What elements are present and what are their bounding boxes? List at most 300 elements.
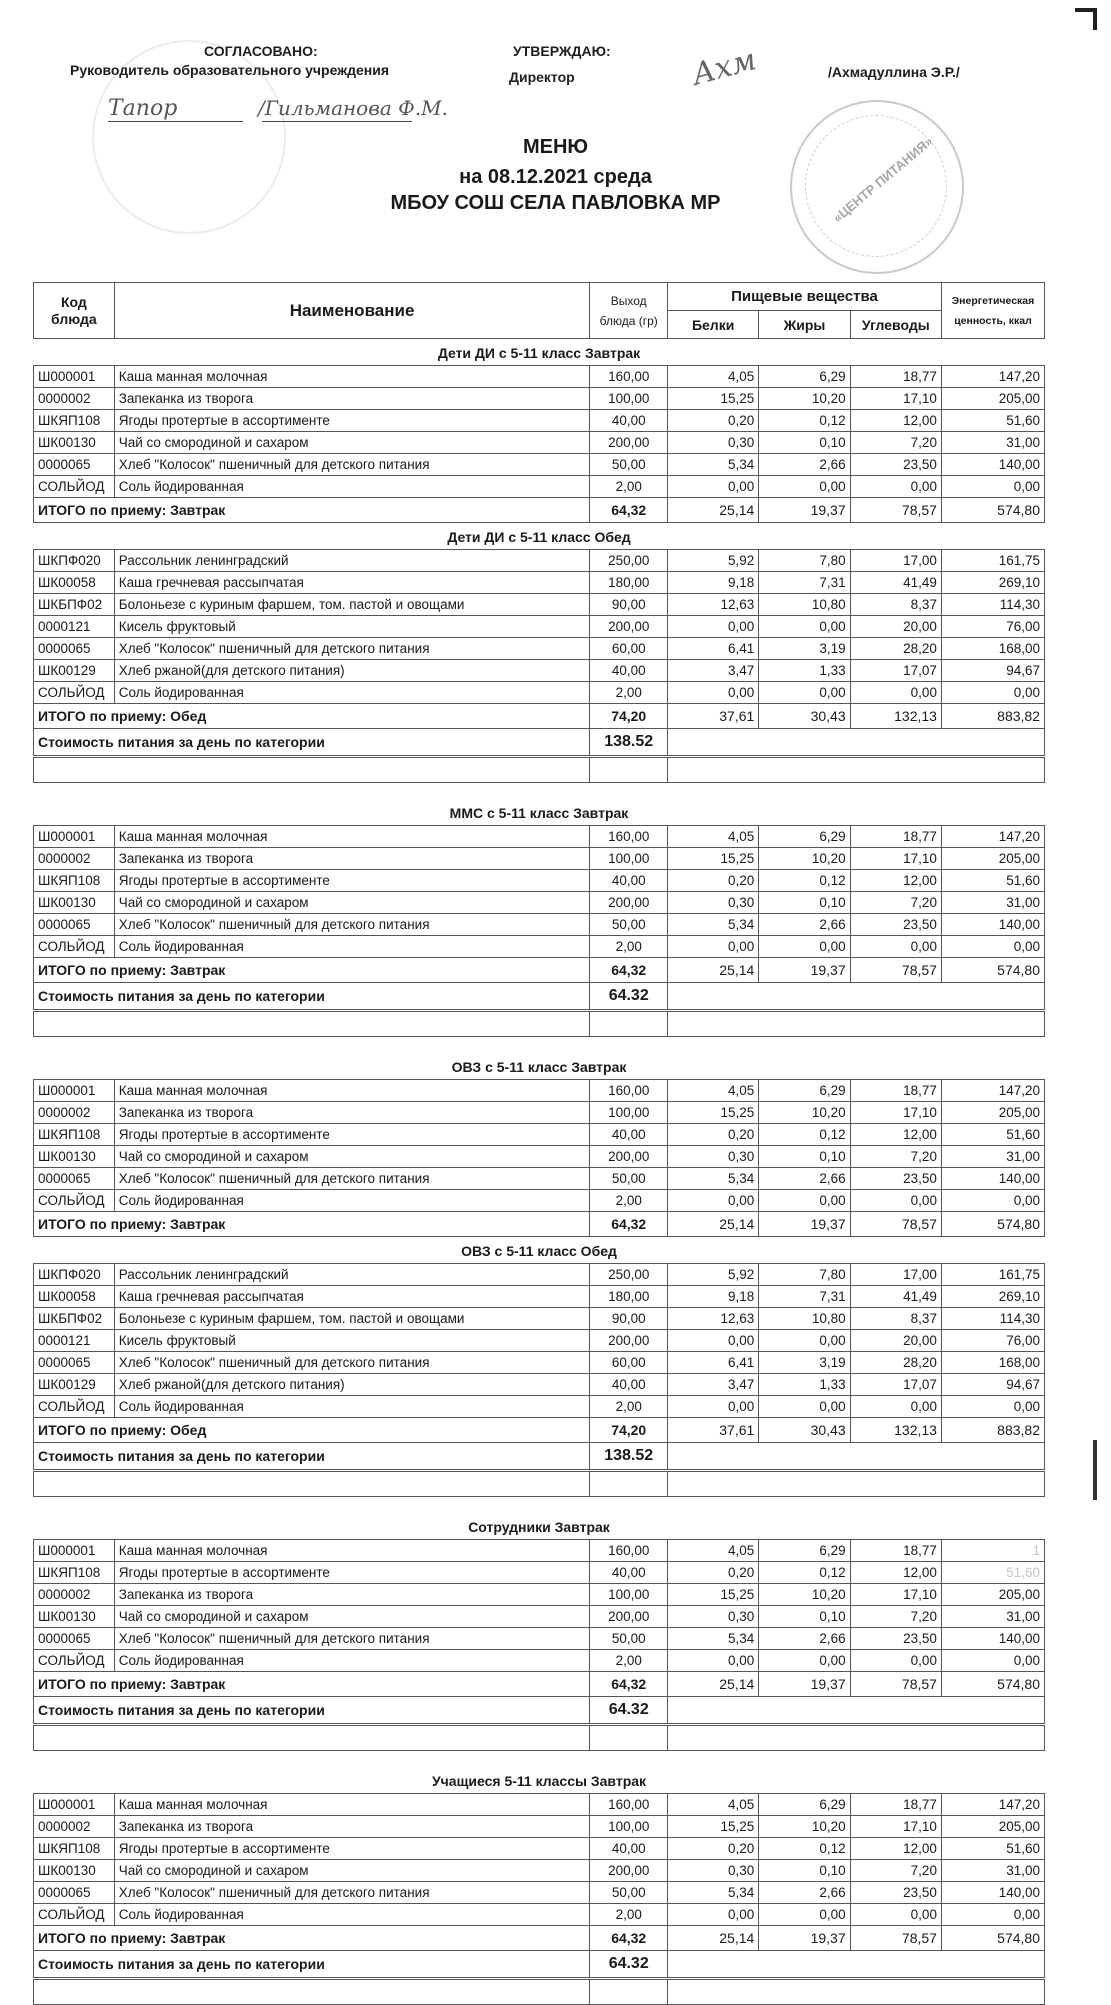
proteins-value: 5,92 (667, 1264, 758, 1286)
dish-name: Ягоды протертые в ассортименте (114, 1562, 590, 1584)
fats-value: 10,20 (759, 848, 850, 870)
fats-value: 0,00 (759, 1190, 850, 1212)
fats-value: 6,29 (759, 826, 850, 848)
fats-value: 0,00 (759, 616, 850, 638)
table-row (34, 1124, 1045, 1146)
dish-yield: 100,00 (590, 1102, 668, 1124)
fats-value: 10,20 (759, 1102, 850, 1124)
approve-label: УТВЕРЖДАЮ: (513, 43, 611, 59)
carbs-value: 23,50 (850, 1168, 941, 1190)
dish-yield: 200,00 (590, 1146, 668, 1168)
dish-yield: 40,00 (590, 1124, 668, 1146)
section-title: ОВЗ с 5-11 класс Обед (461, 1243, 617, 1259)
total-label: ИТОГО по приему: Завтрак (34, 498, 590, 523)
dish-yield: 250,00 (590, 1264, 668, 1286)
total-label: ИТОГО по приему: Завтрак (34, 1212, 590, 1237)
cost-empty-cell (667, 729, 1044, 757)
blank-row (34, 1471, 1045, 1497)
dish-name: Хлеб "Колосок" пшеничный для детского питания (114, 1168, 590, 1190)
energy-value: 140,00 (941, 1168, 1044, 1190)
approve-name: /Ахмадуллина Э.Р./ (828, 64, 960, 80)
section-gap (34, 1751, 1045, 1768)
section-title-row (34, 799, 1045, 826)
energy-value: 269,10 (941, 572, 1044, 594)
carbs-value: 7,20 (850, 1606, 941, 1628)
dish-code: СОЛЬЙОД (34, 1904, 115, 1926)
total-fats: 19,37 (759, 1212, 850, 1237)
dish-code: 0000002 (34, 388, 115, 410)
dish-yield: 100,00 (590, 848, 668, 870)
carbs-value: 41,49 (850, 1286, 941, 1308)
energy-value: 161,75 (941, 1264, 1044, 1286)
dish-name: Соль йодированная (114, 476, 590, 498)
energy-value: 114,30 (941, 1308, 1044, 1330)
fats-value: 6,29 (759, 366, 850, 388)
dish-name: Каша гречневая рассыпчатая (114, 572, 590, 594)
dish-name: Соль йодированная (114, 1396, 590, 1418)
proteins-value: 0,00 (667, 682, 758, 704)
table-row (34, 870, 1045, 892)
carbs-value: 17,10 (850, 1816, 941, 1838)
table-row (34, 1374, 1045, 1396)
carbs-value: 12,00 (850, 410, 941, 432)
dish-code: ШКЯП108 (34, 1838, 115, 1860)
dish-yield: 40,00 (590, 1374, 668, 1396)
total-carbs: 132,13 (850, 704, 941, 729)
proteins-value: 0,00 (667, 1396, 758, 1418)
dish-name: Рассольник ленинградский (114, 1264, 590, 1286)
table-row (34, 1816, 1045, 1838)
stamp-text: «ЦЕНТР ПИТАНИЯ» (829, 133, 936, 226)
signature-underline (108, 121, 243, 122)
cost-value: 64.32 (590, 983, 668, 1011)
table-row (34, 1286, 1045, 1308)
gap-cell (34, 1751, 1045, 1768)
fats-value: 0,00 (759, 1330, 850, 1352)
section-title: Дети ДИ с 5-11 класс Обед (447, 529, 631, 545)
dish-yield: 2,00 (590, 1396, 668, 1418)
section-title-row (34, 1237, 1045, 1264)
proteins-value: 9,18 (667, 572, 758, 594)
carbs-value: 28,20 (850, 1352, 941, 1374)
dish-yield: 200,00 (590, 1860, 668, 1882)
fats-value: 0,10 (759, 892, 850, 914)
proteins-value: 15,25 (667, 1816, 758, 1838)
agreed-role: Руководитель образовательного учреждения (70, 62, 390, 78)
fats-value: 0,00 (759, 1650, 850, 1672)
table-row (34, 914, 1045, 936)
total-proteins: 37,61 (667, 1418, 758, 1443)
proteins-value: 0,20 (667, 410, 758, 432)
table-row (34, 1794, 1045, 1816)
proteins-value: 0,20 (667, 1838, 758, 1860)
dish-yield: 200,00 (590, 432, 668, 454)
dish-code: СОЛЬЙОД (34, 1650, 115, 1672)
dish-code: ШКБПФ02 (34, 594, 115, 616)
dish-code: ШКЯП108 (34, 1562, 115, 1584)
total-yield: 74,20 (590, 704, 668, 729)
section-gap (34, 1497, 1045, 1514)
proteins-value: 5,92 (667, 550, 758, 572)
page-title: МЕНЮ (522, 136, 589, 158)
table-row (34, 1606, 1045, 1628)
table-row (34, 1352, 1045, 1374)
dish-name: Рассольник ленинградский (114, 550, 590, 572)
carbs-value: 17,10 (850, 1584, 941, 1606)
cost-value: 64.32 (590, 1951, 668, 1979)
dish-name: Каша гречневая рассыпчатая (114, 1286, 590, 1308)
fats-value: 2,66 (759, 914, 850, 936)
fats-value: 0,00 (759, 1904, 850, 1926)
table-row (34, 1396, 1045, 1418)
dish-yield: 90,00 (590, 594, 668, 616)
section-title: ОВЗ с 5-11 класс Завтрак (451, 1059, 627, 1075)
dish-code: ШКПФ020 (34, 550, 115, 572)
energy-value: 0,00 (941, 1190, 1044, 1212)
energy-value: 0,00 (941, 936, 1044, 958)
dish-code: ШКЯП108 (34, 1124, 115, 1146)
dish-code: Ш000001 (34, 826, 115, 848)
cost-label: Стоимость питания за день по категории (34, 729, 590, 757)
header-yield: Выход блюда (гр) (590, 283, 668, 339)
table-row (34, 1860, 1045, 1882)
dish-name: Соль йодированная (114, 682, 590, 704)
dish-name: Ягоды протертые в ассортименте (114, 410, 590, 432)
dish-name: Хлеб "Колосок" пшеничный для детского питания (114, 914, 590, 936)
dish-code: 0000065 (34, 1168, 115, 1190)
blank-cell (34, 1011, 590, 1037)
cost-label: Стоимость питания за день по категории (34, 1951, 590, 1979)
carbs-value: 12,00 (850, 1562, 941, 1584)
energy-value: 205,00 (941, 848, 1044, 870)
dish-code: ШК00130 (34, 432, 115, 454)
total-energy: 574,80 (941, 1926, 1044, 1951)
header-carbs: Углеводы (850, 311, 941, 339)
blank-cell (590, 757, 668, 783)
approve-role: Директор (509, 69, 575, 85)
table-row (34, 682, 1045, 704)
cost-row (34, 729, 1045, 757)
energy-value: 140,00 (941, 454, 1044, 476)
dish-name: Чай со смородиной и сахаром (114, 432, 590, 454)
total-proteins: 25,14 (667, 1926, 758, 1951)
dish-code: СОЛЬЙОД (34, 476, 115, 498)
proteins-value: 4,05 (667, 1794, 758, 1816)
dish-code: 0000065 (34, 1882, 115, 1904)
dish-name: Хлеб "Колосок" пшеничный для детского питания (114, 1352, 590, 1374)
header-proteins: Белки (667, 311, 758, 339)
cost-label: Стоимость питания за день по категории (34, 1697, 590, 1725)
proteins-value: 5,34 (667, 454, 758, 476)
dish-name: Запеканка из творога (114, 1102, 590, 1124)
fats-value: 0,12 (759, 410, 850, 432)
total-carbs: 132,13 (850, 1418, 941, 1443)
table-row (34, 826, 1045, 848)
proteins-value: 4,05 (667, 826, 758, 848)
dish-name: Запеканка из творога (114, 1584, 590, 1606)
dish-yield: 90,00 (590, 1308, 668, 1330)
dish-name: Хлеб "Колосок" пшеничный для детского питания (114, 1882, 590, 1904)
dish-yield: 60,00 (590, 638, 668, 660)
proteins-value: 0,20 (667, 870, 758, 892)
total-row (34, 1926, 1045, 1951)
proteins-value: 3,47 (667, 660, 758, 682)
energy-value: 140,00 (941, 1628, 1044, 1650)
carbs-value: 0,00 (850, 682, 941, 704)
total-carbs: 78,57 (850, 1926, 941, 1951)
total-carbs: 78,57 (850, 958, 941, 983)
carbs-value: 20,00 (850, 1330, 941, 1352)
dish-yield: 160,00 (590, 366, 668, 388)
dish-name: Соль йодированная (114, 936, 590, 958)
energy-value: 147,20 (941, 1080, 1044, 1102)
energy-value: 147,20 (941, 826, 1044, 848)
table-row (34, 1904, 1045, 1926)
dish-yield: 2,00 (590, 1650, 668, 1672)
carbs-value: 17,07 (850, 1374, 941, 1396)
dish-code: СОЛЬЙОД (34, 1190, 115, 1212)
dish-code: ШК00129 (34, 660, 115, 682)
proteins-value: 0,30 (667, 1606, 758, 1628)
fats-value: 0,00 (759, 1396, 850, 1418)
table-row (34, 550, 1045, 572)
dish-code: ШКЯП108 (34, 410, 115, 432)
energy-value: 0,00 (941, 476, 1044, 498)
fats-value: 10,20 (759, 388, 850, 410)
table-row (34, 1190, 1045, 1212)
energy-value: 205,00 (941, 1584, 1044, 1606)
table-row (34, 572, 1045, 594)
dish-code: ШК00130 (34, 1860, 115, 1882)
proteins-value: 0,30 (667, 1146, 758, 1168)
blank-cell (667, 1725, 1044, 1751)
table-row (34, 1650, 1045, 1672)
energy-value: 1 (941, 1540, 1044, 1562)
dish-code: ШК00130 (34, 892, 115, 914)
proteins-value: 0,30 (667, 1860, 758, 1882)
carbs-value: 18,77 (850, 1540, 941, 1562)
agreed-label: СОГЛАСОВАНО: (204, 43, 318, 59)
fats-value: 6,29 (759, 1794, 850, 1816)
dish-name: Каша манная молочная (114, 826, 590, 848)
blank-cell (590, 1725, 668, 1751)
carbs-value: 0,00 (850, 936, 941, 958)
section-title-row (34, 523, 1045, 550)
table-row (34, 1540, 1045, 1562)
gap-cell (34, 783, 1045, 800)
dish-name: Каша манная молочная (114, 1794, 590, 1816)
carbs-value: 20,00 (850, 616, 941, 638)
dish-code: ШК00058 (34, 1286, 115, 1308)
table-row (34, 1882, 1045, 1904)
carbs-value: 7,20 (850, 892, 941, 914)
cost-row (34, 983, 1045, 1011)
proteins-value: 3,47 (667, 1374, 758, 1396)
section-title-row (34, 339, 1045, 366)
table-row (34, 936, 1045, 958)
energy-value: 31,00 (941, 892, 1044, 914)
proteins-value: 0,00 (667, 616, 758, 638)
proteins-value: 6,41 (667, 638, 758, 660)
fats-value: 3,19 (759, 638, 850, 660)
total-row (34, 704, 1045, 729)
dish-yield: 50,00 (590, 1168, 668, 1190)
dish-name: Болоньезе с куриным фаршем, том. пастой и овощами (114, 594, 590, 616)
cost-row (34, 1697, 1045, 1725)
proteins-value: 0,30 (667, 892, 758, 914)
blank-cell (667, 1979, 1044, 2005)
section-gap (34, 1037, 1045, 1054)
carbs-value: 17,00 (850, 1264, 941, 1286)
cost-label: Стоимость питания за день по категории (34, 983, 590, 1011)
carbs-value: 18,77 (850, 826, 941, 848)
table-row (34, 1168, 1045, 1190)
total-fats: 30,43 (759, 1418, 850, 1443)
total-label: ИТОГО по приему: Обед (34, 1418, 590, 1443)
dish-yield: 40,00 (590, 660, 668, 682)
dish-code: 0000002 (34, 1816, 115, 1838)
energy-value: 114,30 (941, 594, 1044, 616)
fats-value: 2,66 (759, 1168, 850, 1190)
dish-name: Ягоды протертые в ассортименте (114, 1838, 590, 1860)
proteins-value: 0,30 (667, 432, 758, 454)
table-row (34, 1308, 1045, 1330)
carbs-value: 7,20 (850, 432, 941, 454)
energy-value: 51,60 (941, 870, 1044, 892)
total-row (34, 1672, 1045, 1697)
table-row (34, 1584, 1045, 1606)
fats-value: 6,29 (759, 1080, 850, 1102)
blank-cell (667, 1471, 1044, 1497)
proteins-value: 4,05 (667, 366, 758, 388)
table-row (34, 638, 1045, 660)
dish-name: Ягоды протертые в ассортименте (114, 870, 590, 892)
gap-cell (34, 1037, 1045, 1054)
fats-value: 0,00 (759, 476, 850, 498)
total-row (34, 1418, 1045, 1443)
proteins-value: 5,34 (667, 1168, 758, 1190)
energy-value: 31,00 (941, 432, 1044, 454)
total-row (34, 958, 1045, 983)
dish-yield: 2,00 (590, 936, 668, 958)
fats-value: 7,80 (759, 1264, 850, 1286)
total-proteins: 25,14 (667, 1672, 758, 1697)
fats-value: 7,80 (759, 550, 850, 572)
dish-yield: 40,00 (590, 1562, 668, 1584)
dish-name: Болоньезе с куриным фаршем, том. пастой и овощами (114, 1308, 590, 1330)
dish-yield: 250,00 (590, 550, 668, 572)
energy-value: 31,00 (941, 1860, 1044, 1882)
dish-name: Каша манная молочная (114, 366, 590, 388)
dish-name: Запеканка из творога (114, 388, 590, 410)
table-row (34, 616, 1045, 638)
energy-value: 168,00 (941, 638, 1044, 660)
proteins-value: 6,41 (667, 1352, 758, 1374)
table-row (34, 1838, 1045, 1860)
gap-cell (34, 1497, 1045, 1514)
dish-yield: 160,00 (590, 826, 668, 848)
energy-value: 269,10 (941, 1286, 1044, 1308)
header-code: Код блюда (34, 283, 115, 339)
dish-yield: 40,00 (590, 410, 668, 432)
energy-value: 31,00 (941, 1146, 1044, 1168)
carbs-value: 23,50 (850, 1882, 941, 1904)
total-yield: 64,32 (590, 1212, 668, 1237)
dish-yield: 2,00 (590, 1190, 668, 1212)
proteins-value: 5,34 (667, 914, 758, 936)
total-proteins: 37,61 (667, 704, 758, 729)
carbs-value: 18,77 (850, 1794, 941, 1816)
menu-table-body (34, 339, 1045, 2005)
dish-yield: 2,00 (590, 1904, 668, 1926)
dish-name: Хлеб ржаной(для детского питания) (114, 660, 590, 682)
fats-value: 6,29 (759, 1540, 850, 1562)
dish-yield: 50,00 (590, 454, 668, 476)
cost-empty-cell (667, 1697, 1044, 1725)
dish-code: 0000065 (34, 1352, 115, 1374)
energy-value: 168,00 (941, 1352, 1044, 1374)
dish-code: СОЛЬЙОД (34, 682, 115, 704)
table-row (34, 1146, 1045, 1168)
energy-value: 140,00 (941, 914, 1044, 936)
total-yield: 64,32 (590, 1672, 668, 1697)
proteins-value: 4,05 (667, 1080, 758, 1102)
dish-code: ШК00130 (34, 1146, 115, 1168)
dish-yield: 50,00 (590, 1628, 668, 1650)
fats-value: 0,10 (759, 1146, 850, 1168)
dish-code: Ш000001 (34, 1794, 115, 1816)
blank-cell (590, 1979, 668, 2005)
energy-value: 205,00 (941, 388, 1044, 410)
section-gap (34, 783, 1045, 800)
proteins-value: 0,00 (667, 1330, 758, 1352)
proteins-value: 15,25 (667, 388, 758, 410)
proteins-value: 15,25 (667, 848, 758, 870)
fats-value: 2,66 (759, 1628, 850, 1650)
section-title: ММС с 5-11 класс Завтрак (449, 805, 629, 821)
blank-row (34, 1011, 1045, 1037)
proteins-value: 0,00 (667, 1190, 758, 1212)
energy-value: 0,00 (941, 682, 1044, 704)
blank-cell (590, 1471, 668, 1497)
energy-value: 147,20 (941, 1794, 1044, 1816)
total-yield: 64,32 (590, 498, 668, 523)
dish-yield: 200,00 (590, 1330, 668, 1352)
total-row (34, 498, 1045, 523)
cost-row (34, 1443, 1045, 1471)
fats-value: 10,20 (759, 1584, 850, 1606)
carbs-value: 28,20 (850, 638, 941, 660)
dish-name: Соль йодированная (114, 1190, 590, 1212)
total-fats: 19,37 (759, 1672, 850, 1697)
table-row (34, 1330, 1045, 1352)
carbs-value: 18,77 (850, 366, 941, 388)
school-name: МБОУ СОШ СЕЛА ПАВЛОВКА МР (390, 192, 721, 214)
dish-code: Ш000001 (34, 366, 115, 388)
dish-code: 0000121 (34, 616, 115, 638)
table-row (34, 1264, 1045, 1286)
total-proteins: 25,14 (667, 958, 758, 983)
dish-name: Чай со смородиной и сахаром (114, 1860, 590, 1882)
carbs-value: 8,37 (850, 594, 941, 616)
energy-value: 0,00 (941, 1650, 1044, 1672)
fats-value: 0,12 (759, 1562, 850, 1584)
fats-value: 10,80 (759, 594, 850, 616)
carbs-value: 12,00 (850, 1838, 941, 1860)
table-row (34, 1102, 1045, 1124)
menu-table (33, 282, 1045, 2005)
dish-code: СОЛЬЙОД (34, 1396, 115, 1418)
